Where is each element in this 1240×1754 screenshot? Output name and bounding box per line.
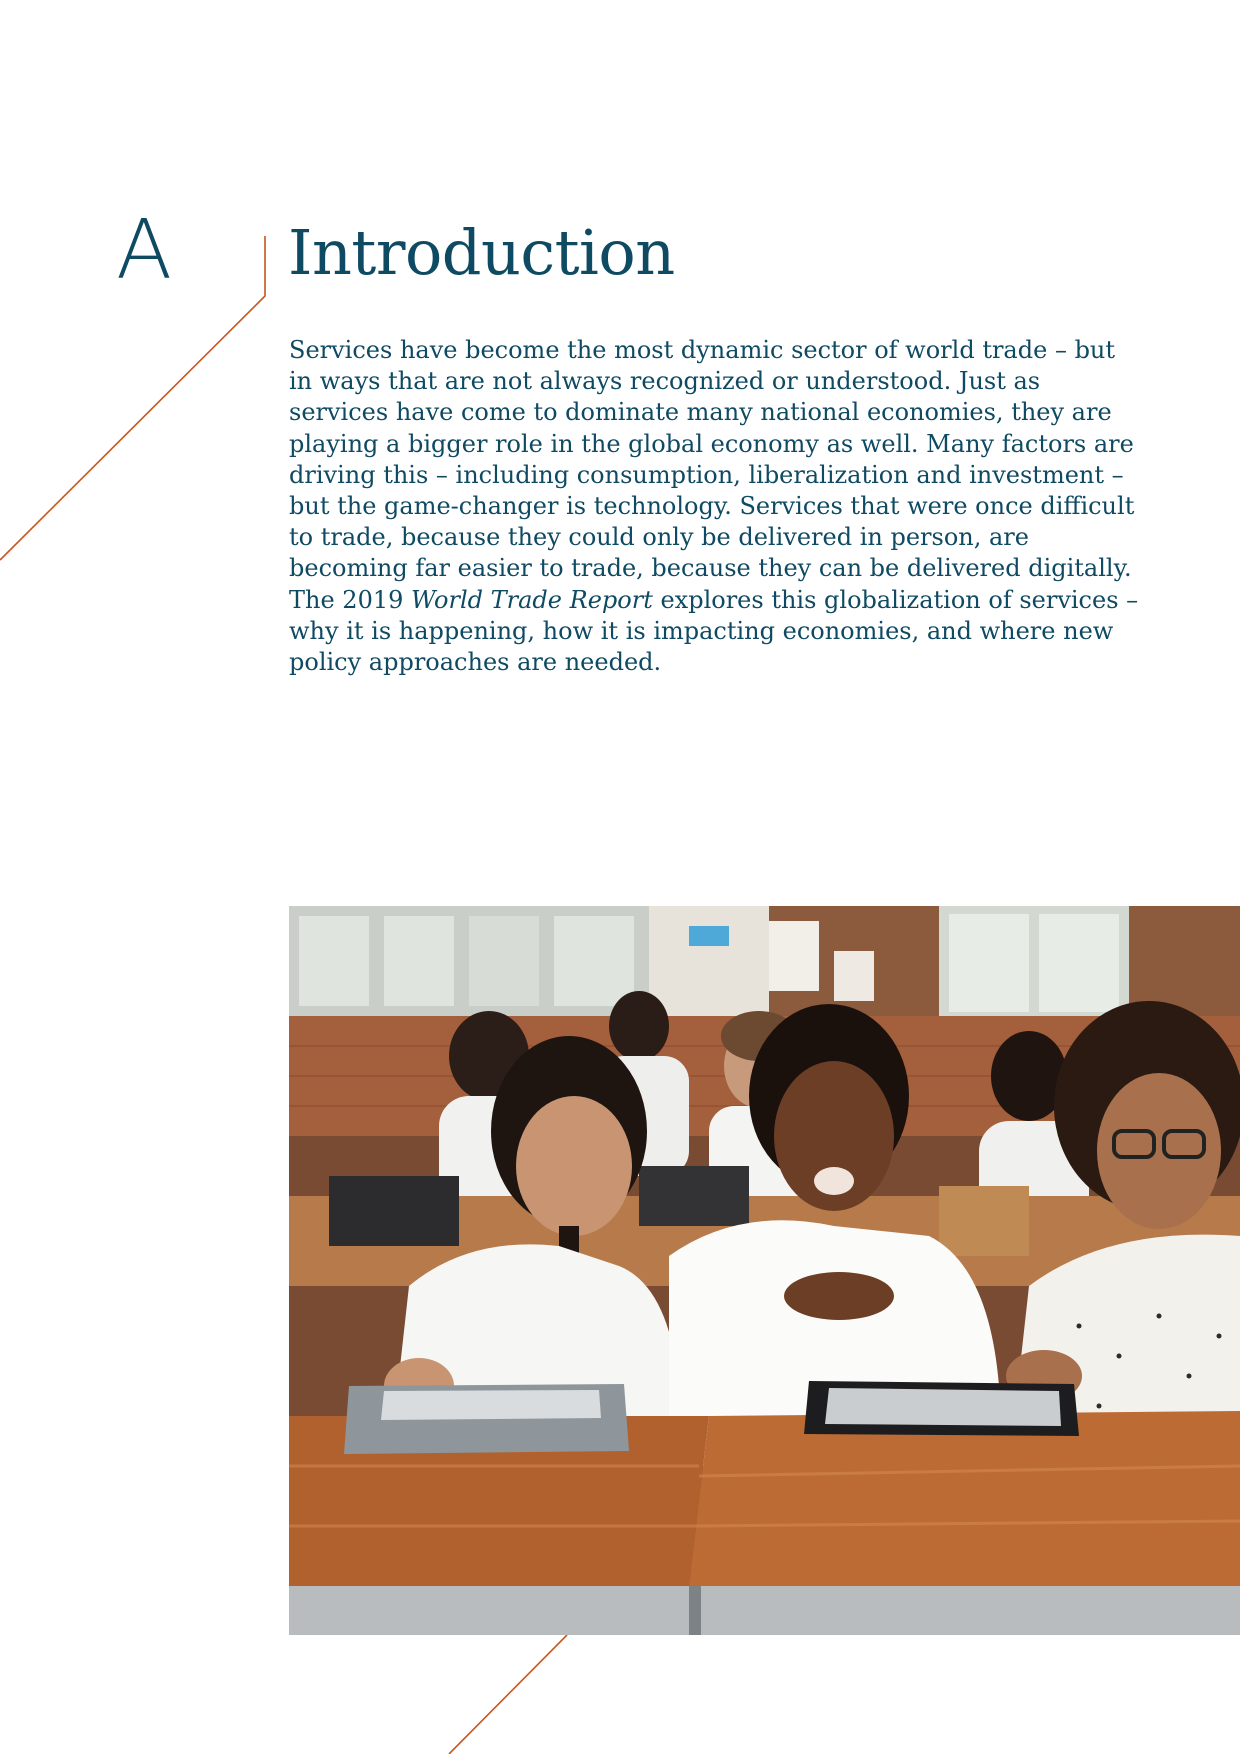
- classroom-photo: [289, 906, 1240, 1635]
- page-title: Introduction: [288, 216, 675, 289]
- report-title: World Trade Report: [411, 585, 653, 614]
- intro-text: Services have become the most dynamic sector of world trade – but in ways that are not always recognized or understood. Just as services have come to dominate many national economies, they are playing a bigger role in the global economy as well. Many factors are driving this – including consumption, liberalization and investment – but the game-changer is technology. Services that were once difficult to trade, because they could only be delivered in person, are becoming far easier to trade, because they can be delivered digitally. The 2019: [289, 336, 1135, 614]
- classroom-photo-illustration: [289, 906, 1240, 1635]
- decorative-rule-bottom: [449, 1635, 567, 1754]
- section-letter: A: [116, 203, 173, 298]
- intro-paragraph: [289, 335, 1139, 678]
- intro-text-end: explores this globalization of services – why it is happening, how it is impacting economies, and where new policy approaches are needed.: [289, 585, 1139, 677]
